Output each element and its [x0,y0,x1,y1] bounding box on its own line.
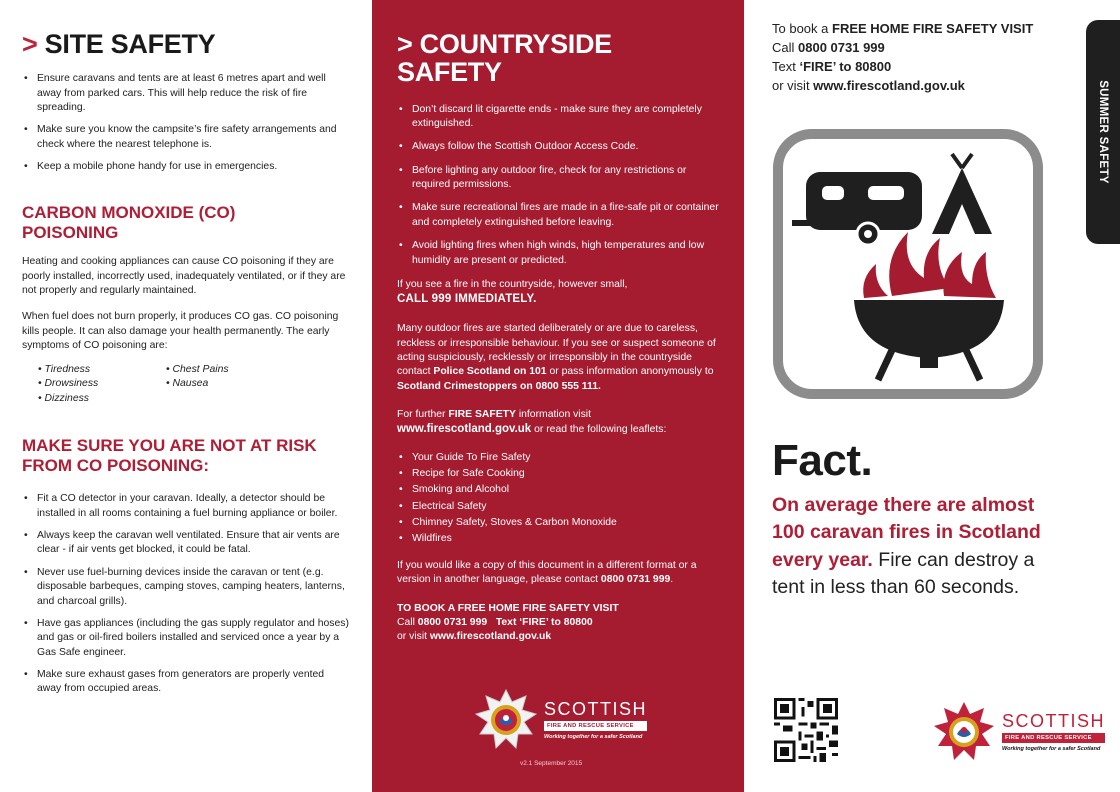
co-risk-heading: MAKE SURE YOU ARE NOT AT RISK FROM CO POISONING: [22,435,317,475]
list-item: • Recipe for Safe Cooking [397,466,720,482]
summer-safety-panel [744,0,1120,792]
logo-name: SCOTTISH [544,699,648,719]
list-item: • Make sure exhaust gases from generators are properly vented away from occupied areas. [22,668,350,697]
fact-block [772,436,1072,601]
see-fire-text: If you see a fire in the countryside, however small, CALL 999 IMMEDIATELY. [397,278,628,306]
list-item: • Keep a mobile phone handy for use in emergencies. [22,160,350,174]
symptom: • Chest Pains [166,364,229,376]
logo-tagline: Working together for a safer Scotland [1002,746,1101,752]
list-item: • Fit a CO detector in your caravan. Ideally, a detector should be installed in all rooms containing a fuel burning appliance or boiler. [22,492,350,521]
book-visit-block: TO BOOK A FREE HOME FIRE SAFETY VISIT Call 0800 0731 999 Text ‘FIRE’ to 80800 or visit www.firescotland.gov.uk [397,602,619,643]
fact-heading: Fact. [772,436,873,485]
version-text: v2.1 September 2015 [520,760,583,767]
list-item: • Smoking and Alcohol [397,482,720,498]
website-link[interactable]: www.firescotland.gov.uk [397,423,532,436]
co-risk-list [22,492,350,696]
list-item: • Always keep the caravan well ventilated. Ensure that air vents are clear - if air vents get blocked, it could be fatal. [22,529,350,558]
website-link[interactable]: www.firescotland.gov.uk [813,77,965,93]
symptom: • Tiredness [38,364,91,376]
site-safety-panel [0,0,372,792]
copy-request-text: If you would like a copy of this document in a different format or a version in another language, please contact 0800 0731 999. [397,559,697,586]
call-999-text: CALL 999 IMMEDIATELY. [397,293,537,306]
list-item: • Don’t discard lit cigarette ends - make sure they are completely extinguished. [397,103,720,132]
list-item: • Have gas appliances (including the gas supply regulator and hoses) and gas or oil-fired boilers installed and serviced once a year by a Gas Safe engineer. [22,617,350,660]
crest-icon [474,688,538,752]
list-item: • Ensure caravans and tents are at least 6 metres apart and well away from parked cars. This will help reduce the risk of fire spreading. [22,72,350,115]
caravan-camping-bbq-icon [772,128,1044,400]
logo-subtitle: FIRE AND RESCUE SERVICE [1002,733,1105,743]
logo-name: SCOTTISH [1002,711,1106,731]
co-heading: CARBON MONOXIDE (CO) POISONING [22,202,236,242]
logo-tagline: Working together for a safer Scotland [544,734,643,740]
sfrs-logo [932,700,1105,764]
crest-icon [932,700,996,764]
co-paragraph-2: When fuel does not burn properly, it produces CO gas. CO poisoning kills people. It can also damage your health permanently. The early symptoms of CO poisoning are: [22,311,339,352]
list-item: • Your Guide To Fire Safety [397,450,720,466]
logo-subtitle: FIRE AND RESCUE SERVICE [544,721,647,731]
fact-statement: On average there are almost 100 caravan fires in Scotland every year. Fire can destroy a tent in less than 60 seconds. [772,494,1041,598]
list-item: • Never use fuel-burning devices inside the caravan or tent (e.g. disposable barbeques, camping stoves, camping heaters, lanterns, and charcoal grills). [22,566,350,609]
countryside-list [397,103,720,268]
list-item: • Make sure recreational fires are made in a fire-safe pit or container and completely extinguished before leaving. [397,201,720,230]
further-info-text: For further FIRE SAFETY information visit www.firescotland.gov.uk or read the following leaflets: [397,408,667,436]
site-safety-heading: > SITE SAFETY [22,29,216,59]
sfrs-logo [474,688,647,752]
symptom: • Drowsiness [38,378,99,390]
site-safety-list [22,72,350,174]
list-item: • Always follow the Scottish Outdoor Access Code. [397,140,720,154]
symptoms-list [22,363,350,405]
countryside-safety-panel [372,0,744,792]
leaflet-list [397,450,720,547]
list-item: • Electrical Safety [397,499,720,515]
summer-safety-tab [1086,20,1120,244]
list-item: • Make sure you know the campsite’s fire safety arrangements and check where the nearest telephone is. [22,123,350,152]
summer-safety-label: SUMMER SAFETY [1097,80,1109,184]
symptom: • Nausea [166,378,209,390]
list-item: • Avoid lighting fires when high winds, high temperatures and low humidity are present or predicted. [397,239,720,268]
symptom: • Dizziness [38,392,89,404]
list-item: • Chimney Safety, Stoves & Carbon Monoxide [397,515,720,531]
countryside-heading: > COUNTRYSIDE SAFETY [397,29,612,88]
co-paragraph-1: Heating and cooking appliances can cause CO poisoning if they are poorly installed, incorrectly used, inadequately ventilated, or if they are not properly and regularly maintained. [22,256,346,296]
deliberate-fires-text: Many outdoor fires are started deliberately or are due to careless, reckless or irresponsible behaviour. If you see or suspect someone of acting suspiciously, recklessly or irresponsibly in the countryside contact Police Scotland on 101 or pass information anonymously to Scotland Crimestoppers on 0800 555 111. [397,323,716,392]
book-visit-info: To book a FREE HOME FIRE SAFETY VISIT Call 0800 0731 999 Text ‘FIRE’ to 80800 or visit www.firescotland.gov.uk [772,21,1034,93]
qr-code-icon [774,698,838,762]
list-item: • Wildfires [397,531,720,547]
list-item: • Before lighting any outdoor fire, check for any restrictions or required permissions. [397,164,720,193]
